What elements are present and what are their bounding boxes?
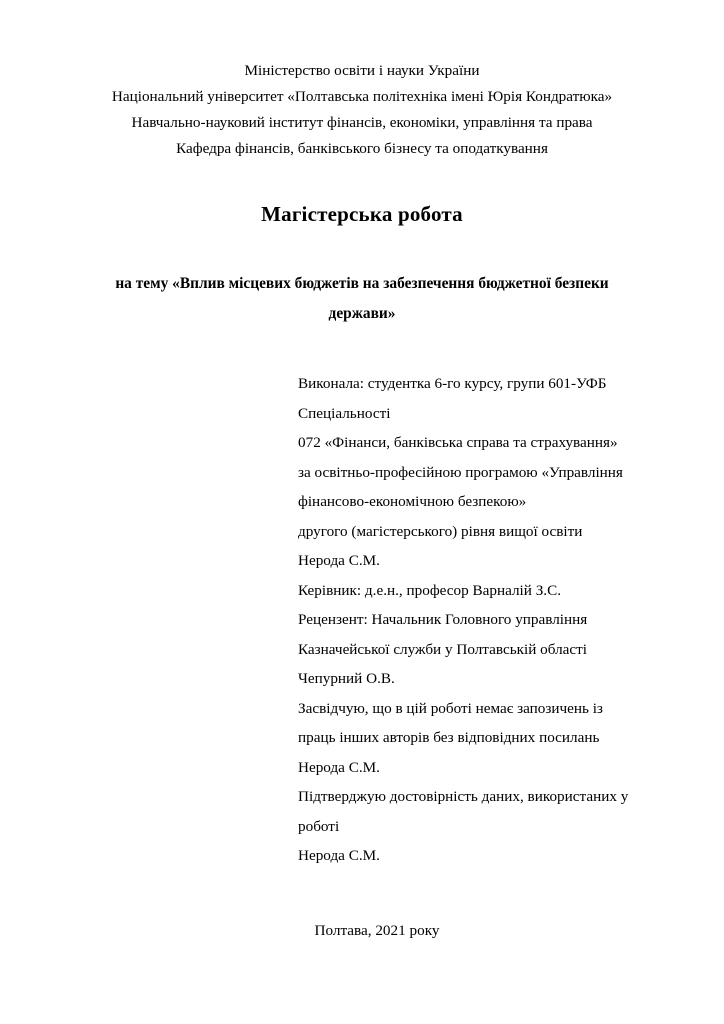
institution-line-ministry: Міністерство освіти і науки України	[244, 62, 480, 79]
detail-program-line-1: за освітньо-професійною програмою «Управління	[298, 463, 623, 481]
footer-city-year: Полтава, 2021 року	[314, 922, 440, 939]
declaration-line-1: Засвідчую, що в цій роботі немає запозичень із	[298, 699, 603, 717]
confirmation-signature: Нерода С.М.	[298, 847, 380, 864]
detail-author-name: Нерода С.М.	[298, 552, 380, 569]
thesis-topic	[52, 269, 672, 329]
institution-line-university: Національний університет «Полтавська політехніка імені Юрія Кондратюка»	[111, 88, 613, 105]
detail-speciality-label: Спеціальності	[298, 404, 391, 422]
detail-reviewer-line-2: Казначейської служби у Полтавській області	[298, 640, 588, 658]
institution-header	[52, 58, 672, 162]
declaration-signature-1: Нерода С.М.	[298, 758, 380, 776]
institution-line-department: Кафедра фінансів, банківського бізнесу та оподаткування	[176, 140, 548, 157]
author-details	[298, 369, 678, 871]
thesis-topic-line-1: на тему «Вплив місцевих бюджетів на забезпечення бюджетної	[115, 275, 551, 292]
detail-program-line-2: фінансово-економічною безпекою»	[298, 493, 527, 510]
detail-reviewer-name: Чепурний О.В.	[298, 670, 395, 687]
detail-supervisor: Керівник: д.е.н., професор Варналій З.С.	[298, 581, 562, 599]
detail-author: Виконала: студентка 6-го курсу, групи 601-УФБ	[298, 375, 607, 392]
detail-degree-level: другого (магістерського) рівня вищої освіти	[298, 522, 583, 540]
declaration-line-2: праць інших авторів без відповідних посилань	[298, 729, 600, 746]
thesis-topic-line-2: безпеки держави»	[328, 275, 609, 322]
document-footer	[0, 922, 724, 940]
detail-reviewer-line-1: Рецензент: Начальник Головного управління	[298, 611, 588, 628]
confirmation-line-2: роботі	[298, 817, 340, 835]
institution-line-institute: Навчально-науковий інститут фінансів, економіки, управління та права	[131, 114, 593, 131]
page-title: Магістерська робота	[261, 202, 463, 226]
confirmation-line-1: Підтверджую достовірність даних, використаних у	[298, 788, 629, 805]
detail-speciality-code: 072 «Фінанси, банківська справа та страхування»	[298, 434, 618, 451]
